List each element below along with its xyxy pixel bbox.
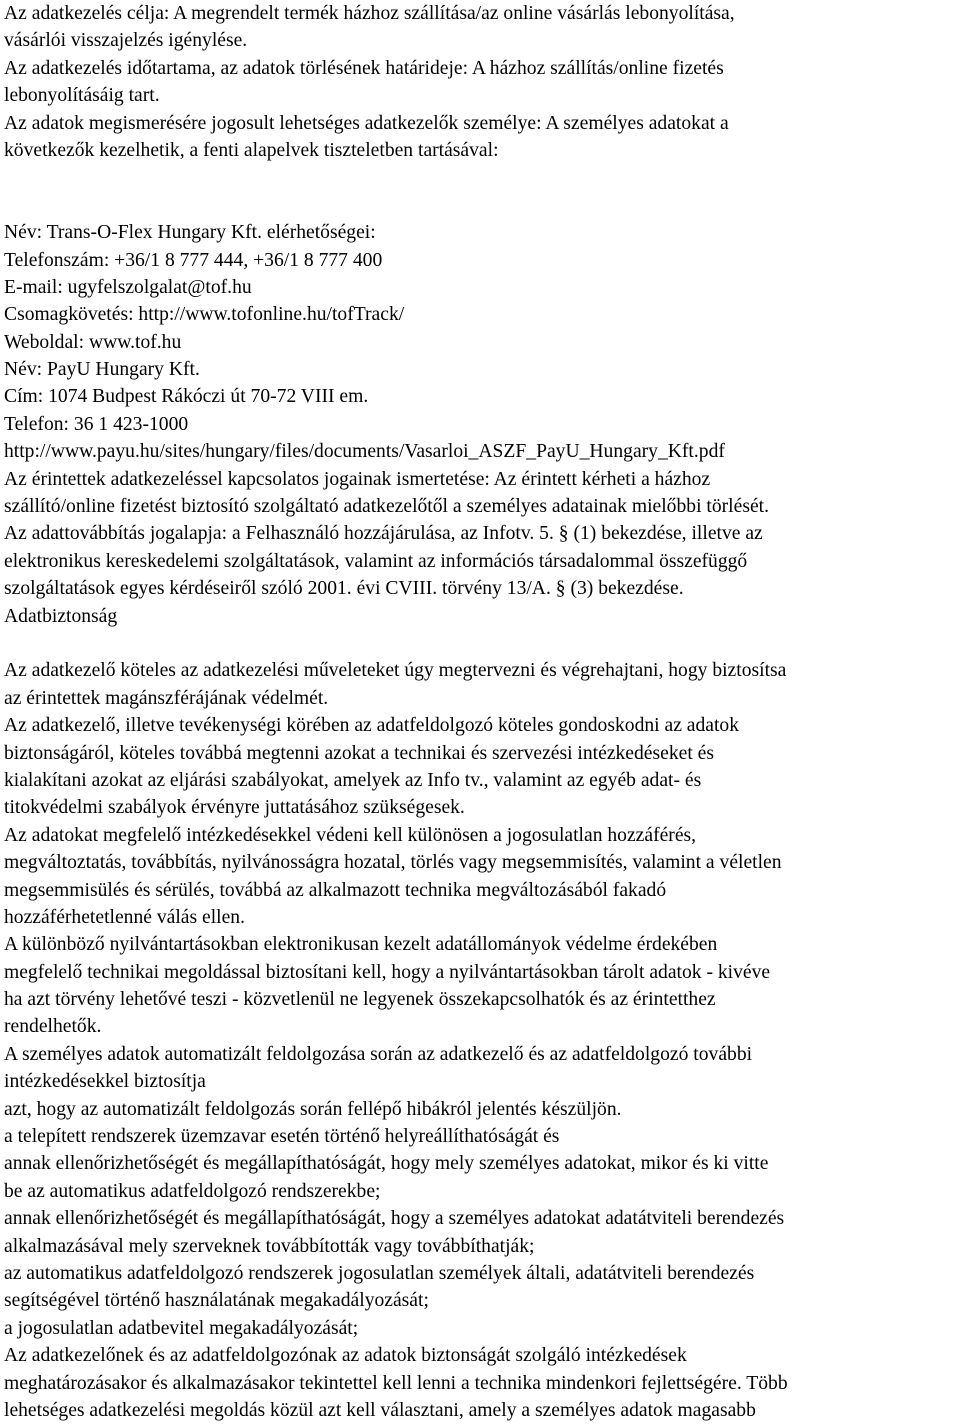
text-line: intézkedésekkel biztosítja bbox=[4, 1071, 206, 1093]
text-line: Weboldal: www.tof.hu bbox=[4, 331, 182, 353]
text-line: Telefon: 36 1 423-1000 bbox=[4, 413, 189, 435]
text-line: következők kezelhetik, a fenti alapelvek tiszteletben tartásával: bbox=[4, 139, 499, 161]
text-line: megfelelő technikai megoldással biztosítani kell, hogy a nyilvántartásokban tárolt adatok - kivéve bbox=[4, 961, 771, 983]
text-line: Az adatkezelés időtartama, az adatok törlésének határideje: A házhoz szállítás/online fizetés bbox=[4, 57, 724, 79]
paragraph-adatbiztonsag bbox=[4, 657, 956, 1424]
text-line: vásárlói visszajelzés igénylése. bbox=[4, 30, 248, 52]
text-line: Az adatkezelő köteles az adatkezelési műveleteket úgy megtervezni és végrehajtani, hogy biztosítsa bbox=[4, 660, 787, 682]
text-line: szolgáltatások egyes kérdéseiről szóló 2001. évi CVIII. törvény 13/A. § (3) bekezdése. bbox=[4, 578, 684, 600]
document-page bbox=[4, 0, 956, 1424]
text-line: annak ellenőrizhetőségét és megállapíthatóságát, hogy a személyes adatokat adatátviteli berendezés bbox=[4, 1208, 785, 1230]
text-line: az automatikus adatfeldolgozó rendszerek jogosulatlan személyek általi, adatátviteli berendezés bbox=[4, 1262, 755, 1284]
text-line: Az adatokat megfelelő intézkedésekkel védeni kell különösen a jogosulatlan hozzáférés, bbox=[4, 824, 697, 846]
section-heading-adatbiztonsag: Adatbiztonság bbox=[4, 605, 118, 627]
text-line: hozzáférhetetlenné válás ellen. bbox=[4, 906, 245, 928]
text-line: rendelhetők. bbox=[4, 1016, 102, 1038]
text-line: http://www.payu.hu/sites/hungary/files/documents/Vasarloi_ASZF_PayU_Hungary_Kft.pdf bbox=[4, 441, 725, 463]
text-line: Név: Trans-O-Flex Hungary Kft. elérhetőségei: bbox=[4, 222, 376, 244]
text-line: meghatározásakor és alkalmazásakor tekintettel kell lenni a technika mindenkori fejlettségére. Több bbox=[4, 1372, 788, 1394]
text-line: a jogosulatlan adatbevitel megakadályozását; bbox=[4, 1317, 359, 1339]
text-line: kialakítani azokat az eljárási szabályokat, amelyek az Info tv., valamint az egyéb adat- és bbox=[4, 769, 702, 791]
paragraph-adatkezelok bbox=[4, 219, 956, 630]
text-line: Telefonszám: +36/1 8 777 444, +36/1 8 777 400 bbox=[4, 249, 383, 271]
text-line: Név: PayU Hungary Kft. bbox=[4, 359, 200, 381]
text-line: A különböző nyilvántartásokban elektronikusan kezelt adatállományok védelme érdekében bbox=[4, 934, 718, 956]
text-line: az érintettek magánszférájának védelmét. bbox=[4, 687, 329, 709]
blank-space bbox=[4, 164, 956, 219]
text-line: elektronikus kereskedelemi szolgáltatások, valamint az információs társadalommal összefüggő bbox=[4, 550, 748, 572]
text-line: lehetséges adatkezelési megoldás közül azt kell választani, amely a személyes adatok magasabb bbox=[4, 1399, 756, 1421]
text-line: Cím: 1074 Budpest Rákóczi út 70-72 VIII em. bbox=[4, 386, 369, 408]
text-line: a telepített rendszerek üzemzavar esetén történő helyreállíthatóságát és bbox=[4, 1126, 560, 1148]
text-line: Az adattovábbítás jogalapja: a Felhasználó hozzájárulása, az Infotv. 5. § (1) bekezdése, illetve az bbox=[4, 523, 763, 545]
text-line: Csomagkövetés: http://www.tofonline.hu/tofTrack/ bbox=[4, 304, 405, 326]
text-line: annak ellenőrizhetőségét és megállapíthatóságát, hogy mely személyes adatokat, mikor és ki vitte bbox=[4, 1153, 769, 1175]
text-line: Az adatkezelő, illetve tevékenységi körében az adatfeldolgozó köteles gondoskodni az adatok bbox=[4, 715, 740, 737]
text-line: alkalmazásával mely szerveknek továbbították vagy továbbíthatják; bbox=[4, 1235, 535, 1257]
text-line: lebonyolításáig tart. bbox=[4, 85, 160, 107]
text-line: be az automatikus adatfeldolgozó rendszerekbe; bbox=[4, 1180, 381, 1202]
text-line: Az adatok megismerésére jogosult lehetséges adatkezelők személye: A személyes adatokat a bbox=[4, 112, 729, 134]
text-line: megsemmisülés és sérülés, továbbá az alkalmazott technika megváltozásából fakadó bbox=[4, 879, 667, 901]
text-line: Az adatkezelőnek és az adatfeldolgozónak az adatok biztonságát szolgáló intézkedések bbox=[4, 1345, 687, 1367]
text-line: A személyes adatok automatizált feldolgozása során az adatkezelő és az adatfeldolgozó további bbox=[4, 1043, 753, 1065]
blank-space bbox=[4, 630, 956, 657]
text-line: ha azt törvény lehetővé teszi - közvetlenül ne legyenek összekapcsolhatók és az érintetthez bbox=[4, 989, 716, 1011]
text-line: titokvédelmi szabályok érvényre juttatásához szükségesek. bbox=[4, 797, 465, 819]
text-line: Az érintettek adatkezeléssel kapcsolatos jogainak ismertetése: Az érintett kérheti a házhoz bbox=[4, 468, 711, 490]
text-line: segítségével történő használatának megakadályozását; bbox=[4, 1290, 429, 1312]
text-line: azt, hogy az automatizált feldolgozás során fellépő hibákról jelentés készüljön. bbox=[4, 1098, 622, 1120]
paragraph-adatkezeles-celja bbox=[4, 0, 956, 164]
text-line: megváltoztatás, továbbítás, nyilvánosságra hozatal, törlés vagy megsemmisítés, valamint a véletlen bbox=[4, 852, 782, 874]
text-line: Az adatkezelés célja: A megrendelt termék házhoz szállítása/az online vásárlás lebonyolítása, bbox=[4, 3, 735, 24]
text-line: E-mail: ugyfelszolgalat@tof.hu bbox=[4, 276, 252, 298]
text-line: szállító/online fizetést biztosító szolgáltató adatkezelőtől a személyes adatainak mielőbbi törlését. bbox=[4, 496, 769, 518]
text-line: biztonságáról, köteles továbbá megtenni azokat a technikai és szervezési intézkedéseket és bbox=[4, 742, 714, 764]
